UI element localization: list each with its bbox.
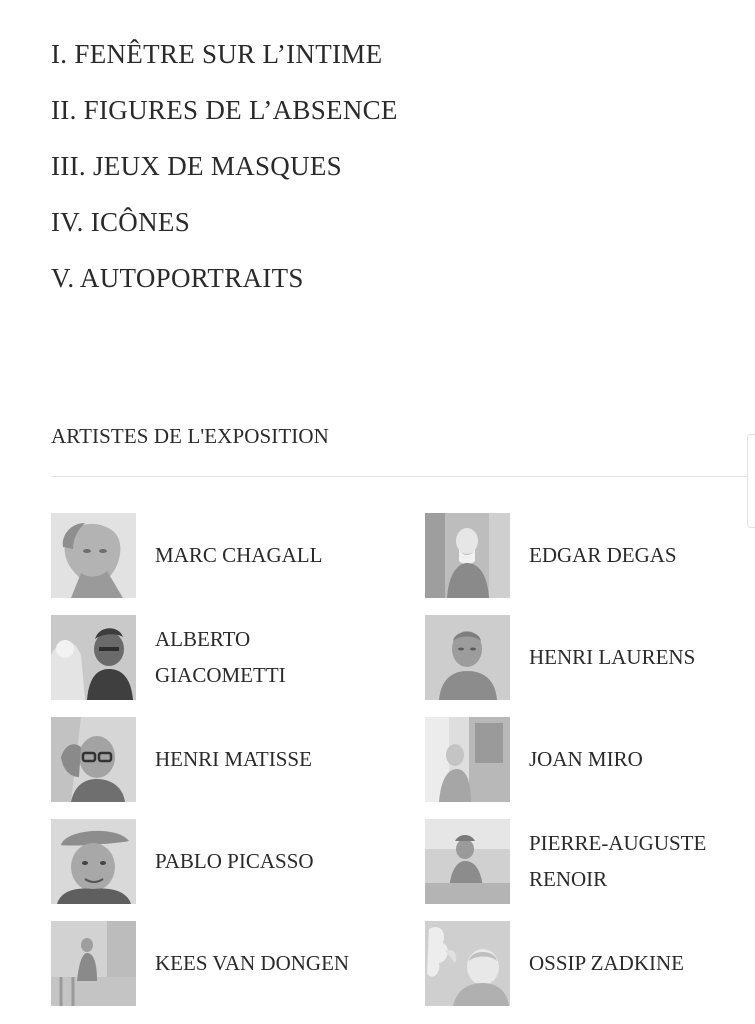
section-link-3[interactable]: III. JEUX DE MASQUES — [51, 151, 342, 181]
artist-name: HENRI MATISSE — [155, 747, 312, 771]
artist-name: PABLO PICASSO — [155, 849, 314, 873]
portrait-photo-icon — [425, 615, 510, 700]
artist-name: HENRI LAURENS — [529, 645, 696, 669]
artist-card-renoir[interactable] — [425, 818, 725, 904]
artist-card-miro[interactable] — [425, 716, 725, 802]
portrait-photo-icon — [51, 615, 136, 700]
artist-name: MARC CHAGALL — [155, 543, 323, 567]
artist-photo-picasso — [51, 819, 136, 904]
portrait-photo-icon — [425, 819, 510, 904]
artist-name: OSSIP ZADKINE — [529, 951, 684, 975]
artist-name: PIERRE-AUGUSTE RENOIR — [529, 831, 707, 891]
portrait-photo-icon — [51, 921, 136, 1006]
portrait-photo-icon — [51, 819, 136, 904]
artist-name: EDGAR DEGAS — [529, 543, 677, 567]
section-list — [51, 26, 398, 306]
artist-photo-degas — [425, 513, 510, 598]
side-tab[interactable] — [747, 434, 755, 528]
artist-photo-miro — [425, 717, 510, 802]
artist-card-giacometti[interactable] — [51, 614, 351, 700]
artist-photo-chagall — [51, 513, 136, 598]
artist-card-van-dongen[interactable] — [51, 920, 351, 1006]
section-link-4[interactable]: IV. ICÔNES — [51, 207, 191, 237]
artist-card-picasso[interactable] — [51, 818, 351, 904]
portrait-photo-icon — [51, 513, 136, 598]
artist-photo-van-dongen — [51, 921, 136, 1006]
artists-heading: ARTISTES DE L'EXPOSITION — [51, 424, 329, 448]
section-link-1[interactable]: I. FENÊTRE SUR L’INTIME — [51, 39, 383, 69]
artist-card-matisse[interactable] — [51, 716, 351, 802]
artist-name: JOAN MIRO — [529, 747, 643, 771]
artist-photo-zadkine — [425, 921, 510, 1006]
artist-name: KEES VAN DONGEN — [155, 951, 350, 975]
section-link-5[interactable]: V. AUTOPORTRAITS — [51, 263, 304, 293]
portrait-photo-icon — [51, 717, 136, 802]
artist-photo-matisse — [51, 717, 136, 802]
portrait-photo-icon — [425, 921, 510, 1006]
artist-photo-giacometti — [51, 615, 136, 700]
artist-name: ALBERTO GIACOMETTI — [155, 627, 286, 687]
artist-card-degas[interactable] — [425, 512, 725, 598]
portrait-photo-icon — [425, 513, 510, 598]
artist-card-laurens[interactable] — [425, 614, 725, 700]
section-link-2[interactable]: II. FIGURES DE L’ABSENCE — [51, 95, 398, 125]
divider — [51, 476, 755, 477]
artist-card-chagall[interactable] — [51, 512, 351, 598]
artist-card-zadkine[interactable] — [425, 920, 725, 1006]
artist-photo-laurens — [425, 615, 510, 700]
portrait-photo-icon — [425, 717, 510, 802]
artist-photo-renoir — [425, 819, 510, 904]
